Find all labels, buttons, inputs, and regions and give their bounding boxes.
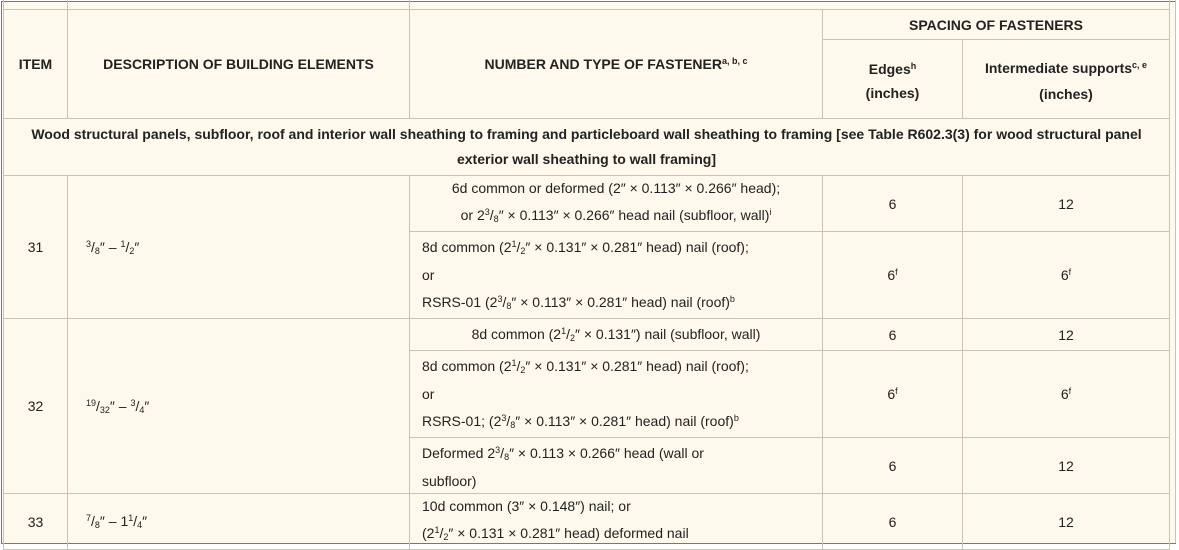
fastener-line	[422, 319, 810, 350]
header-intermediate-label	[967, 53, 1165, 80]
fastener-description	[410, 232, 823, 319]
text-segment: 6	[887, 267, 896, 283]
edge-spacing	[823, 176, 963, 232]
fastener-line	[422, 176, 810, 200]
superscript: 3	[130, 397, 136, 408]
text-segment: (2	[422, 525, 435, 541]
subscript: 2	[569, 333, 575, 343]
text-segment: /	[96, 397, 100, 414]
text-segment: ″ × 0.131 × 0.281″ head) deformed nail	[448, 525, 689, 541]
superscript: 3	[86, 238, 92, 249]
text-segment: 6	[1060, 267, 1069, 283]
item-number: 32	[4, 319, 68, 494]
text-segment: 8d common (2	[471, 326, 562, 342]
superscript: 3	[501, 413, 507, 423]
superscript: 1	[120, 238, 126, 249]
subscript: 8	[493, 214, 499, 224]
superscript: b	[729, 294, 735, 304]
fastener-line	[422, 263, 810, 287]
text-segment: /	[506, 413, 511, 429]
header-intermediate-unit: (inches)	[1039, 85, 1093, 102]
header-spacing: SPACING OF FASTENERS	[823, 10, 1170, 40]
text-segment: 6	[888, 457, 897, 474]
superscript: 3	[497, 294, 503, 304]
fastener-description	[410, 438, 823, 494]
fastener-description	[410, 176, 823, 232]
subscript: 8	[504, 452, 510, 462]
subscript: 2	[443, 532, 449, 542]
text-segment: 6	[1060, 386, 1069, 402]
text-segment: /	[566, 326, 570, 342]
superscript: a, b, c	[721, 56, 748, 66]
fastener-line	[422, 351, 810, 382]
text-segment: ″ –	[109, 397, 131, 414]
text-segment: RSRS-01 (2	[422, 294, 498, 310]
text-segment: Deformed 2	[422, 445, 496, 461]
text-segment: ″ × 0.131″) nail (subfloor, wall)	[575, 326, 761, 342]
subscript: 2	[520, 246, 526, 256]
subscript: 32	[99, 404, 110, 415]
text-segment: ″	[142, 513, 148, 529]
text-segment: ″ × 0.113 × 0.266″ head (wall or	[509, 445, 704, 461]
intermediate-spacing	[963, 232, 1170, 319]
fastener-line	[422, 469, 810, 493]
text-segment: ″ –	[99, 238, 121, 255]
superscript: c, e	[1132, 59, 1148, 70]
header-fastener	[410, 10, 823, 119]
text-segment: /	[133, 513, 138, 529]
text-segment: ″	[144, 397, 150, 414]
superscript: 3	[484, 207, 490, 217]
section-row	[4, 119, 1170, 176]
superscript: 19	[86, 397, 97, 408]
header-edges-unit: (inches)	[865, 84, 920, 101]
subscript: 8	[94, 520, 100, 530]
text-segment: /	[91, 238, 95, 255]
text-segment: 12	[1058, 457, 1074, 474]
superscript: f	[895, 386, 898, 396]
superscript: i	[769, 207, 772, 217]
edge-spacing	[823, 319, 963, 351]
text-segment: /	[516, 239, 521, 255]
item-number: 33	[4, 494, 68, 550]
text-segment: 12	[1058, 513, 1074, 530]
text-segment: or	[422, 267, 435, 283]
superscript: 7	[86, 513, 92, 523]
text-segment: 8d common (2	[422, 239, 512, 255]
header-edges	[823, 40, 963, 119]
superscript: 1	[561, 326, 567, 336]
superscript: f	[1068, 267, 1072, 277]
fastener-line	[422, 438, 810, 469]
edge-spacing	[823, 494, 963, 550]
fastener-line	[422, 518, 810, 549]
superscript: b	[733, 413, 739, 423]
fastener-line	[422, 382, 810, 406]
superscript: 1	[511, 239, 517, 249]
text-segment: 10d common (3″ × 0.148″) nail; or	[422, 498, 631, 514]
header-description: DESCRIPTION OF BUILDING ELEMENTS	[68, 10, 410, 119]
intermediate-spacing	[963, 319, 1170, 351]
table-row	[4, 494, 1170, 550]
building-element-description	[68, 176, 410, 319]
superscript: f	[895, 267, 898, 277]
building-element-description	[68, 319, 410, 494]
text-segment: 6	[888, 195, 897, 212]
subscript: 8	[506, 301, 512, 311]
intermediate-spacing	[963, 494, 1170, 550]
text-segment: ″	[134, 238, 140, 255]
edge-spacing	[823, 351, 963, 438]
text-segment: ″ – 1	[99, 513, 129, 529]
subscript: 8	[94, 245, 100, 256]
fastener-line	[422, 494, 810, 518]
text-segment: or 2	[460, 207, 485, 223]
text-segment: 12	[1058, 326, 1074, 343]
subscript: 2	[520, 365, 526, 375]
header-item: ITEM	[4, 10, 68, 119]
text-segment: /	[125, 238, 130, 255]
subscript: 4	[137, 520, 143, 530]
text-segment: 6	[887, 386, 896, 402]
text-segment: /	[135, 397, 140, 414]
fastener-line	[422, 232, 810, 263]
superscript: 1	[128, 513, 134, 523]
table-stub-row	[4, 0, 1170, 10]
text-segment: 6	[888, 326, 897, 343]
building-element-description	[68, 494, 410, 550]
text-segment: /	[500, 445, 505, 461]
edge-spacing	[823, 438, 963, 494]
fastener-line	[422, 406, 810, 437]
superscript: 1	[511, 358, 517, 368]
subscript: 2	[129, 245, 135, 256]
section-heading: Wood structural panels, subfloor, roof and interior wall sheathing to framing and particleboard wall sheathing to framing [see Table R602.3(3) for wood structural panel exterior wall sheathing to wall framing]	[4, 119, 1170, 176]
table-row	[4, 176, 1170, 232]
text-segment: 12	[1058, 195, 1074, 212]
fastener-schedule-table	[3, 0, 1170, 550]
intermediate-spacing	[963, 176, 1170, 232]
text-segment: ″ × 0.131″ × 0.281″ head) nail (roof);	[525, 358, 749, 374]
header-edges-label	[835, 54, 950, 81]
fastener-line	[422, 287, 810, 318]
header-row	[4, 10, 1170, 40]
text-segment: ″ × 0.113″ × 0.266″ head nail (subfloor, wall)	[498, 207, 770, 223]
superscript: h	[910, 60, 917, 71]
text-segment: 8d common (2	[422, 358, 512, 374]
fastener-description	[410, 351, 823, 438]
text-segment: RSRS-01; (2	[422, 413, 502, 429]
fastener-description	[410, 319, 823, 351]
text-segment: 6d common or deformed (2″ × 0.113″ × 0.266″ head);	[451, 180, 781, 196]
text-segment: /	[489, 207, 494, 223]
text-segment: subfloor)	[422, 473, 477, 489]
text-segment: or	[422, 386, 435, 402]
text-segment: /	[502, 294, 507, 310]
intermediate-spacing	[963, 438, 1170, 494]
intermediate-spacing	[963, 351, 1170, 438]
text-segment: NUMBER AND TYPE OF FASTENER	[484, 56, 722, 72]
text-segment: ″ × 0.131″ × 0.281″ head) nail (roof);	[525, 239, 749, 255]
header-intermediate	[963, 40, 1170, 119]
superscript: 1	[434, 525, 440, 535]
item-number: 31	[4, 176, 68, 319]
text-segment: Intermediate supports	[984, 59, 1133, 76]
text-segment: /	[516, 358, 521, 374]
table-row	[4, 319, 1170, 351]
edge-spacing	[823, 232, 963, 319]
text-segment: 6	[888, 513, 897, 530]
superscript: f	[1068, 386, 1072, 396]
text-segment: Edges	[868, 60, 911, 77]
fastener-line	[422, 200, 810, 231]
right-edge-divider	[1175, 0, 1176, 543]
text-segment: ″ × 0.113″ × 0.281″ head) nail (roof)	[511, 294, 730, 310]
text-segment: /	[439, 525, 444, 541]
fastener-description	[410, 494, 823, 550]
subscript: 8	[510, 420, 516, 430]
superscript: 3	[495, 445, 501, 455]
subscript: 4	[139, 404, 145, 415]
text-segment: ″ × 0.113″ × 0.281″ head) nail (roof)	[515, 413, 734, 429]
text-segment: /	[91, 513, 95, 529]
